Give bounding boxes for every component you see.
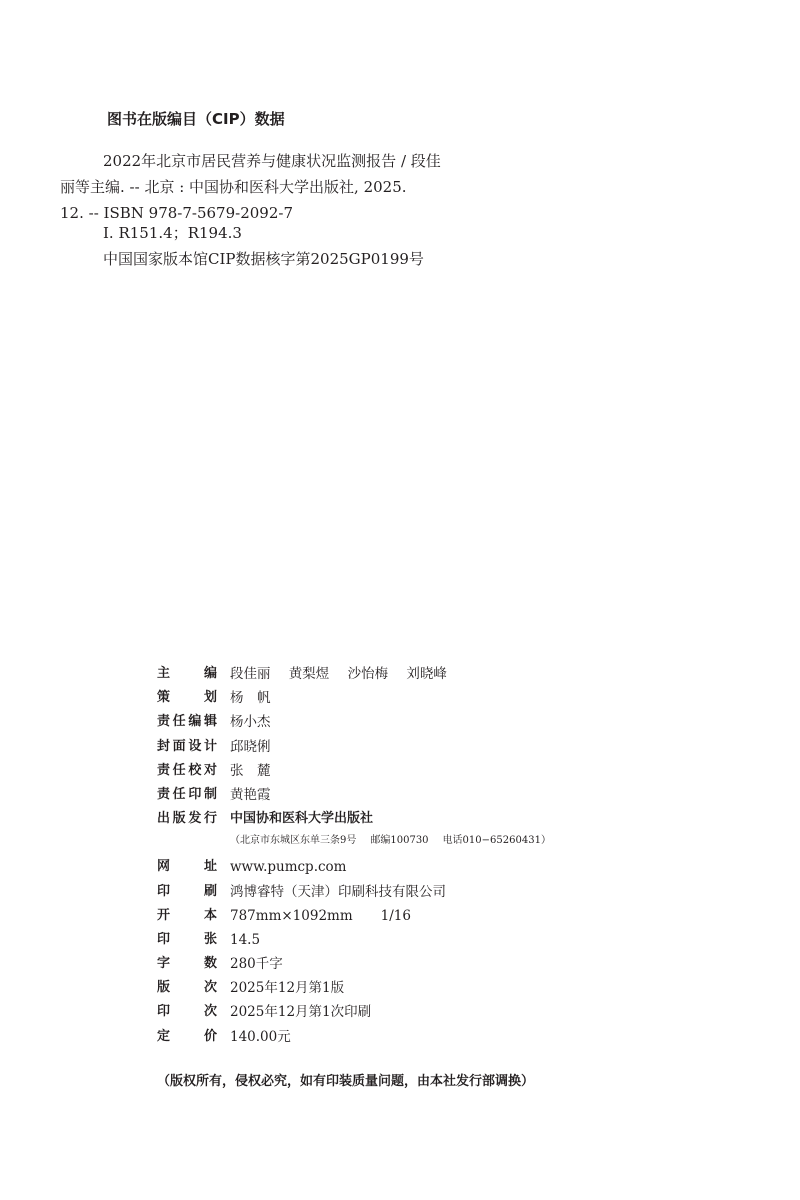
credit-row-publisher [157, 807, 777, 831]
credit-label: 印 次 [157, 1004, 217, 1020]
credit-row-address [157, 831, 777, 855]
credit-row-word-count [157, 952, 777, 976]
editor-name: 刘晓峰 [406, 666, 447, 682]
format-size: 787mm×1092mm [230, 907, 353, 924]
price-value: 140.00元 [230, 1028, 291, 1045]
format-fold: 1/16 [380, 907, 411, 924]
cip-description-line: 2022年北京市居民营养与健康状况监测报告 / 段佳 [103, 152, 441, 170]
credit-row-planner [157, 686, 777, 710]
credit-row-print-supervisor [157, 783, 777, 807]
editor-name: 沙怡梅 [347, 666, 389, 682]
credit-row-edition [157, 976, 777, 1000]
credit-row-website [157, 855, 777, 879]
publisher-address: （北京市东城区东单三条9号 邮编100730 电话010−65260431） [230, 835, 551, 847]
cip-data-number: 中国国家版本馆CIP数据核字第2025GP0199号 [103, 250, 424, 268]
credit-label: 字 数 [157, 956, 217, 972]
credit-label: 策 划 [157, 690, 217, 706]
credit-row-printer [157, 880, 777, 904]
cip-description [60, 148, 480, 226]
credit-label: 版 次 [157, 980, 217, 996]
editor-names [230, 662, 447, 686]
address-postcode: 邮编100730 [370, 835, 429, 847]
impression-value: 2025年12月第1次印刷 [230, 1004, 372, 1021]
format-value [230, 904, 411, 928]
credit-label: 开 本 [157, 907, 217, 923]
imprint-credits [157, 662, 777, 1089]
cip-classification: Ⅰ. R151.4；R194.3 [103, 224, 242, 242]
print-supervisor-name: 黄艳霞 [230, 786, 271, 803]
credit-label: 责 任 校 对 [157, 762, 217, 778]
printer-name: 鸿博睿特（天津）印刷科技有限公司 [230, 883, 446, 900]
credit-label: 责 任 编 辑 [157, 714, 217, 730]
credit-row-cover-design [157, 735, 777, 759]
credit-label: 网 址 [157, 859, 217, 875]
word-count-value: 280千字 [230, 956, 283, 973]
credit-label: 封 面 设 计 [157, 738, 217, 754]
credit-row-editors [157, 662, 777, 686]
cover-designer-name: 邱晓俐 [230, 738, 271, 755]
credit-label: 印 张 [157, 931, 217, 947]
address-phone: 电话010−65260431 [442, 835, 541, 847]
credit-row-format [157, 904, 777, 928]
credit-label: 定 价 [157, 1028, 217, 1044]
address-street: 北京市东城区东单三条9号 [240, 835, 357, 847]
credit-row-responsible-editor [157, 710, 777, 734]
credit-label: 出 版 发 行 [157, 811, 217, 827]
credit-label: 责 任 印 制 [157, 786, 217, 802]
sheets-value: 14.5 [230, 931, 261, 948]
copyright-notice: （版权所有，侵权必究，如有印装质量问题，由本社发行部调换） [157, 1074, 535, 1089]
editor-name: 段佳丽 [230, 666, 271, 682]
edition-value: 2025年12月第1版 [230, 980, 345, 997]
cip-title: 图书在版编目（CIP）数据 [107, 110, 285, 128]
publisher-name: 中国协和医科大学出版社 [230, 811, 374, 827]
credit-row-sheets [157, 928, 777, 952]
editor-name: 黄梨煜 [288, 666, 330, 682]
cip-description-line: 12. -- ISBN 978-7-5679-2092-7 [60, 204, 293, 222]
credit-row-price [157, 1025, 777, 1049]
credit-row-proofreader [157, 759, 777, 783]
credit-label: 主 编 [157, 666, 217, 681]
website-url: www.pumcp.com [230, 859, 347, 876]
credit-label: 印 刷 [157, 883, 217, 899]
planner-name: 杨 帆 [230, 690, 271, 707]
responsible-editor-name: 杨小杰 [230, 714, 271, 731]
proofreader-name: 张 麓 [230, 762, 271, 779]
credit-row-impression [157, 1000, 777, 1024]
cip-description-line: 丽等主编. -- 北京 : 中国协和医科大学出版社, 2025. [60, 178, 407, 196]
